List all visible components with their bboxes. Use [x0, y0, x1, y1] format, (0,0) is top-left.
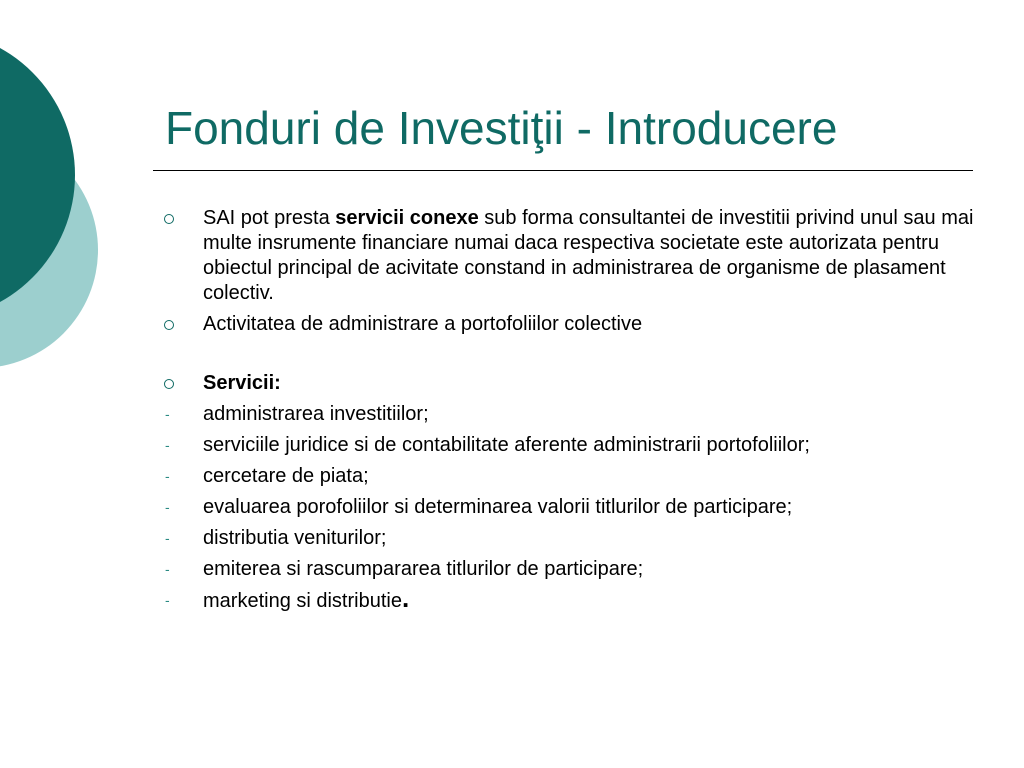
slide-title: Fonduri de Investiţii - Introducere	[165, 102, 838, 154]
circle-bullet-icon	[164, 214, 174, 224]
service-text: serviciile juridice si de contabilitate aferente administrarii portofoliilor;	[203, 434, 810, 456]
circle-bullet-icon	[164, 320, 174, 330]
dash-bullet-icon: -	[165, 468, 170, 484]
dash-bullet-icon: -	[165, 406, 170, 422]
service-item	[160, 583, 990, 614]
service-item	[160, 495, 990, 520]
final-period: .	[401, 583, 410, 613]
bullet-text-post: sub forma consultantei de investitii privind unul sau mai multe insrumente financiare numai daca respectiva societate este autorizata pentru obiectul principal de acivitate constand in administrarea de organisme de plasament colectiv.	[203, 207, 974, 304]
service-text: cercetare de piata;	[203, 465, 369, 487]
dash-bullet-icon: -	[165, 561, 170, 577]
bullet-text-bold: servicii conexe	[335, 207, 479, 229]
bullet-text-pre: SAI pot presta	[203, 207, 336, 229]
dash-bullet-icon: -	[165, 530, 170, 546]
bullet-servicii	[160, 371, 990, 396]
slide-body	[160, 206, 990, 614]
service-text: distributia veniturilor;	[203, 527, 387, 549]
service-item	[160, 557, 990, 582]
bullet-services-conexe	[160, 206, 990, 306]
bullet-text: Activitatea de administrare a portofoliilor colective	[203, 313, 643, 335]
service-item	[160, 464, 990, 489]
service-text: evaluarea porofoliilor si determinarea valorii titlurilor de participare;	[203, 496, 793, 518]
decorative-circles	[0, 0, 110, 420]
title-underline	[153, 170, 973, 171]
service-item	[160, 433, 990, 458]
dash-bullet-icon: -	[165, 499, 170, 515]
bullet-text: Servicii:	[203, 372, 281, 394]
service-item	[160, 402, 990, 427]
service-item	[160, 526, 990, 551]
dash-bullet-icon: -	[165, 592, 170, 608]
dash-bullet-icon: -	[165, 437, 170, 453]
circle-bullet-icon	[164, 379, 174, 389]
service-text: marketing si distributie	[203, 590, 402, 612]
service-text: emiterea si rascumpararea titlurilor de participare;	[203, 558, 644, 580]
bullet-activitatea	[160, 312, 990, 337]
service-text: administrarea investitiilor;	[203, 403, 429, 425]
